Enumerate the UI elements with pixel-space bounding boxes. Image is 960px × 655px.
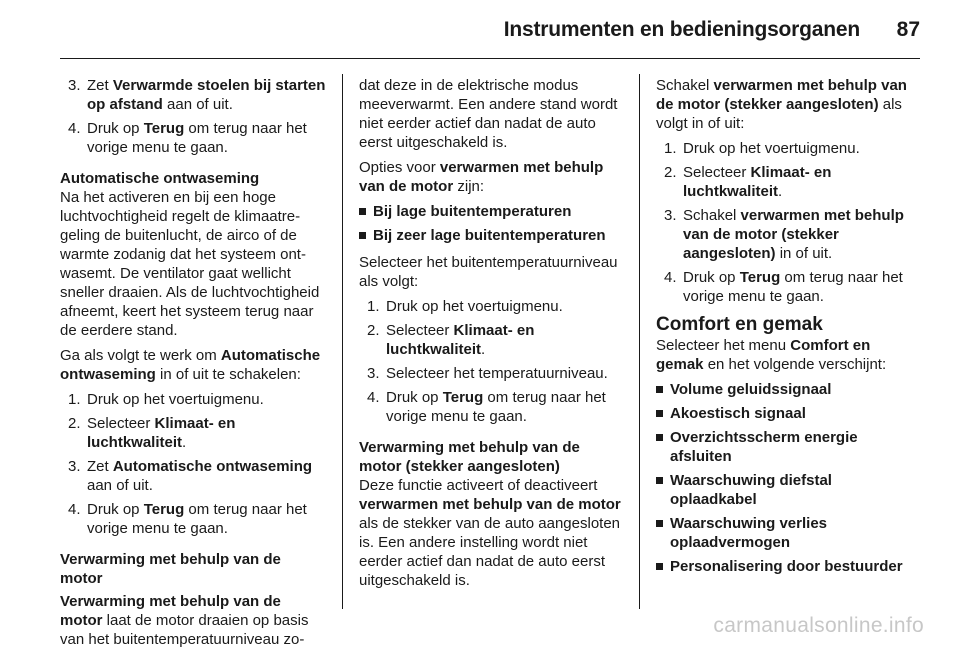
watermark: carmanualsonline.info bbox=[713, 614, 924, 637]
list-item: Waarschuwing verlies oplaadvermogen bbox=[656, 514, 920, 552]
list-item: Personalisering door bestuurder bbox=[656, 557, 920, 576]
list-item: 4. Druk op Terug om terug naar het vorige menu te gaan. bbox=[68, 501, 307, 537]
paragraph: Opties voor verwarmen met behulp van de motor zijn: bbox=[359, 159, 604, 195]
paragraph: Deze functie activeert of deactiveert verwarmen met behulp van de motor als de stekker van de auto aangesloten is. Een andere instelling wordt niet eerder actief dan nadat de auto eerst uitgeschakeld is. bbox=[359, 477, 621, 589]
paragraph: Verwarming met behulp van de motor laat de motor draaien op basis van het buitentemperatuurniveau zo- bbox=[60, 593, 309, 648]
list-item: 3. Schakel verwarmen met behulp van de motor (stekker aangesloten) in of uit. bbox=[664, 207, 904, 262]
paragraph: Schakel verwarmen met behulp van de motor (stekker aangesloten) als volgt in of uit: bbox=[656, 77, 907, 132]
paragraph: Na het activeren en bij een hoge luchtvochtigheid regelt de klimaatregeling de buitenlucht, de airco of de warmte zodanig dat het systeem ontwasemt. De ventilator gaat wellicht sneller draaien. Als de luchtvochtigheid afneemt, keert het systeem terug naar de eerdere stand. bbox=[60, 189, 320, 339]
step-list bbox=[359, 297, 623, 426]
page-title: Instrumenten en bedieningsorganen bbox=[503, 18, 860, 41]
option-list bbox=[656, 380, 920, 576]
subheading-auto-defog: Automatische ontwaseming bbox=[60, 170, 260, 187]
list-item: 4. Druk op Terug om terug naar het vorige menu te gaan. bbox=[664, 269, 903, 305]
list-item: Akoestisch signaal bbox=[656, 404, 920, 423]
list-item: 4. Druk op Terug om terug naar het vorige menu te gaan. bbox=[367, 389, 606, 425]
bullet-square-icon bbox=[656, 563, 663, 570]
column-divider bbox=[639, 74, 640, 609]
column-right bbox=[656, 76, 920, 584]
list-item: Overzichtsscherm energie afsluiten bbox=[656, 428, 920, 466]
list-item: 3. Selecteer het temperatuurniveau. bbox=[367, 365, 608, 382]
bullet-square-icon bbox=[656, 386, 663, 393]
bullet-square-icon bbox=[359, 208, 366, 215]
page-number: 87 bbox=[896, 18, 920, 41]
step-list bbox=[60, 390, 326, 538]
list-item: 1. Druk op het voertuigmenu. bbox=[367, 298, 563, 315]
list-item: 1. Druk op het voertuigmenu. bbox=[68, 391, 264, 408]
column-divider bbox=[342, 74, 343, 609]
list-item: 3. Zet Automatische ontwaseming aan of uit. bbox=[68, 458, 313, 494]
paragraph: Selecteer het buitentemperatuurniveau als volgt: bbox=[359, 254, 618, 290]
bullet-square-icon bbox=[656, 520, 663, 527]
list-item: Volume geluidssignaal bbox=[656, 380, 920, 399]
paragraph: Ga als volgt te werk om Automatische ontwaseming in of uit te schakelen: bbox=[60, 347, 321, 383]
bullet-square-icon bbox=[656, 410, 663, 417]
bullet-square-icon bbox=[656, 477, 663, 484]
list-item: 2. Selecteer Klimaat- en luchtkwaliteit. bbox=[664, 164, 832, 200]
paragraph: Selecteer het menu Comfort en gemak en het volgende verschijnt: bbox=[656, 337, 887, 373]
list-item: 4. Druk op Terug om terug naar het vorige menu te gaan. bbox=[68, 120, 307, 156]
list-item: Bij lage buitentemperaturen bbox=[359, 202, 623, 221]
subheading-engine-heating: Verwarming met behulp van de motor bbox=[60, 551, 281, 587]
list-item: 3. Zet Verwarmde stoelen bij starten op afstand aan of uit. bbox=[68, 77, 326, 113]
page-header bbox=[60, 0, 920, 56]
subheading-engine-heating-plugged: Verwarming met behulp van de motor (stekker aangesloten) bbox=[359, 439, 580, 475]
column-middle bbox=[359, 76, 623, 596]
bullet-square-icon bbox=[359, 232, 366, 239]
list-item: 1. Druk op het voertuigmenu. bbox=[664, 140, 860, 157]
list-item: 2. Selecteer Klimaat- en luchtkwaliteit. bbox=[367, 322, 535, 358]
list-item: 2. Selecteer Klimaat- en luchtkwaliteit. bbox=[68, 415, 236, 451]
list-item: Bij zeer lage buitentemperaturen bbox=[359, 226, 623, 245]
list-item: Waarschuwing diefstal oplaadkabel bbox=[656, 471, 920, 509]
column-left bbox=[60, 76, 326, 655]
option-list bbox=[359, 202, 623, 245]
step-list bbox=[60, 76, 326, 157]
header-rule bbox=[60, 58, 920, 59]
bullet-square-icon bbox=[656, 434, 663, 441]
step-list bbox=[656, 139, 920, 306]
section-title: Comfort en gemak bbox=[656, 314, 823, 335]
paragraph: dat deze in de elektrische modus meeverwarmt. Een andere stand wordt niet eerder actief dan nadat de auto eerst uitgeschakeld is. bbox=[359, 77, 618, 151]
